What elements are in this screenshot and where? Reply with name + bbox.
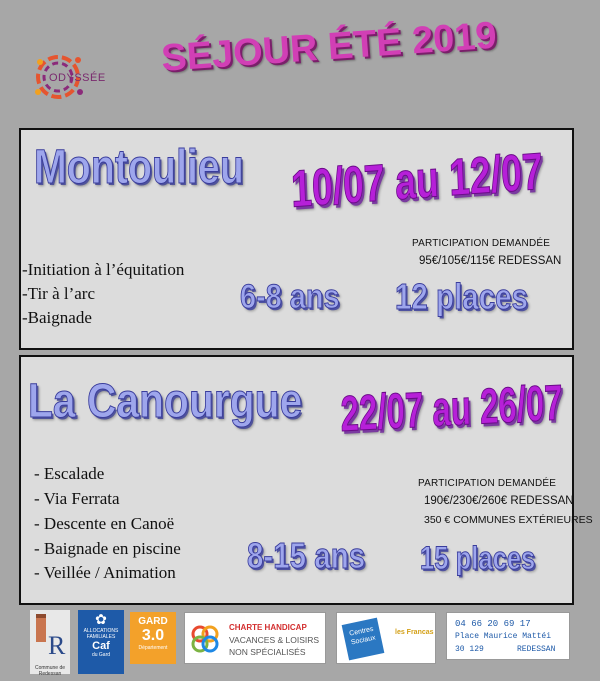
caf-logo (78, 610, 124, 674)
handicap-line1: CHARTE HANDICAP (229, 623, 307, 632)
logo-text: ODYSSÉE (49, 72, 106, 84)
trip-dates: 22/07 au 26/07 (340, 374, 564, 442)
page-title: SÉJOUR ÉTÉ 2019 (160, 14, 498, 80)
participation-label: PARTICIPATION DEMANDÉE (418, 478, 557, 489)
gard-line3: Département (138, 645, 168, 651)
place-name: La Canourgue (28, 375, 303, 428)
gard-line2: 3.0 (141, 627, 165, 644)
activity-item: - Baignade en piscine (34, 539, 181, 558)
activity-item: -Tir à l’arc (22, 284, 96, 303)
contact-phone[interactable]: 04 66 20 69 17 (455, 619, 531, 629)
partners-logo (336, 612, 436, 664)
charte-handicap-logo (184, 612, 326, 664)
contact-box (446, 612, 570, 660)
handicap-rings-icon (189, 623, 221, 655)
price-text: 95€/105€/115€ REDESSAN (419, 255, 562, 267)
participation-label: PARTICIPATION DEMANDÉE (412, 238, 551, 249)
trip-dates: 10/07 au 12/07 (290, 142, 544, 219)
gard-logo (130, 612, 176, 664)
price-text: 190€/230€/260€ REDESSAN (424, 495, 574, 507)
age-range: 6-8 ans (240, 278, 340, 316)
activity-item: - Veillée / Animation (34, 563, 176, 582)
caf-line3: Caf (92, 640, 110, 652)
commune-label: Commune de Redessan (34, 665, 65, 677)
tower-icon (30, 610, 70, 660)
contact-postcode: 30 129 (455, 645, 484, 654)
handicap-line2: VACANCES & LOISIRS (229, 635, 320, 645)
activity-item: -Initiation à l’équitation (22, 260, 185, 279)
contact-city: REDESSAN (517, 645, 556, 654)
places-count: 15 places (420, 540, 536, 576)
svg-text:R: R (48, 631, 66, 660)
gard-line1: GARD (138, 616, 168, 627)
contact-address: Place Maurice Mattéi (455, 632, 552, 641)
caf-line4: du Gard (91, 652, 111, 658)
price-ext-text: 350 € COMMUNES EXTÉRIEURES (424, 514, 593, 526)
caf-line2: FAMILIALES (86, 634, 116, 640)
place-name: Montoulieu (34, 141, 244, 194)
handicap-line3: NON SPÉCIALISÉS (229, 647, 306, 657)
activity-item: - Descente en Canoë (34, 514, 175, 533)
caf-line1: ALLOCATIONS (83, 628, 119, 634)
activity-item: - Via Ferrata (34, 489, 120, 508)
commune-redessan-logo (30, 610, 70, 677)
caf-icon: ✿ (95, 611, 107, 627)
francas-text: les Francas (395, 629, 434, 636)
activity-item: - Escalade (34, 464, 105, 483)
centres-sociaux-text: Centres Sociaux (342, 618, 385, 661)
places-count: 12 places (395, 276, 528, 317)
age-range: 8-15 ans (247, 535, 366, 576)
activity-item: -Baignade (22, 308, 92, 327)
